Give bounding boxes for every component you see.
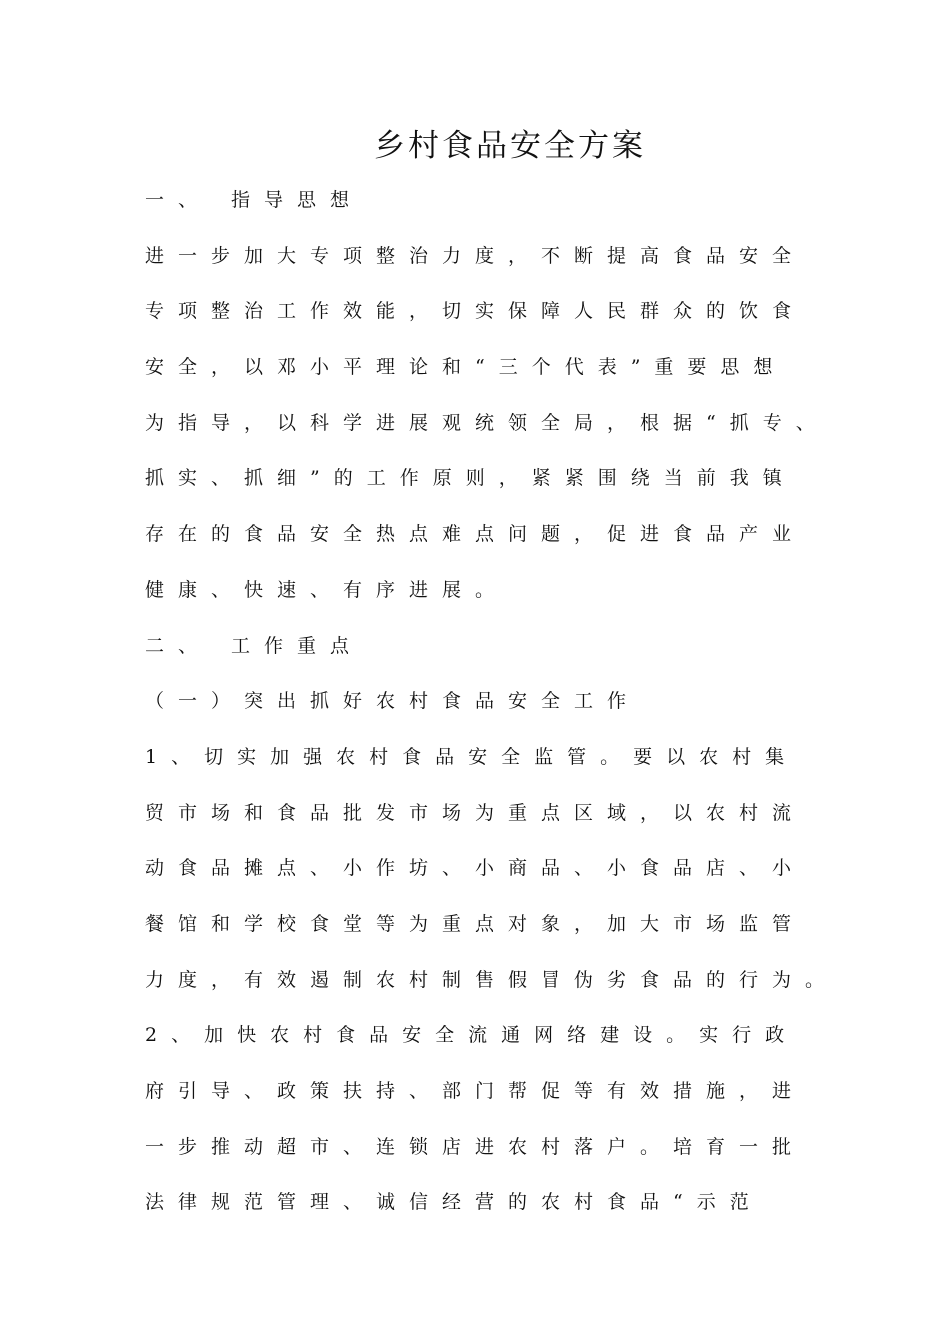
text-line: 一、 指导思想 (145, 189, 364, 211)
text-line: 为指导，以科学进展观统领全局，根据“抓专、 (145, 411, 829, 434)
document-title: 乡村食品安全方案 (374, 128, 646, 164)
text-line: 动食品摊点、小作坊、小商品、小食品店、小 (145, 857, 806, 880)
text-line: 一步推动超市、连锁店进农村落户。培育一批 (145, 1135, 806, 1158)
text-line: 2、加快农村食品安全流通网络建设。实行政 (145, 1024, 799, 1047)
text-line: 存在的食品安全热点难点问题，促进食品产业 (145, 523, 806, 546)
text-line: 贸市场和食品批发市场为重点区域，以农村流 (145, 801, 806, 824)
text-line: 安全，以邓小平理论和“三个代表”重要思想 (145, 356, 787, 379)
text-line: 健康、快速、有序进展。 (145, 578, 509, 601)
text-line: 二、 工作重点 (145, 634, 364, 657)
text-line: 1、切实加强农村食品安全监管。要以农村集 (145, 745, 799, 768)
text-line: 府引导、政策扶持、部门帮促等有效措施，进 (145, 1080, 806, 1102)
text-line: 力度，有效遏制农村制售假冒伪劣食品的行为。 (145, 968, 839, 991)
text-line: 进一步加大专项整治力度，不断提高食品安全 (145, 244, 806, 267)
text-line: 法律规范管理、诚信经营的农村食品“示范 (145, 1191, 763, 1214)
text-line: 抓实、抓细”的工作原则，紧紧围绕当前我镇 (145, 467, 796, 490)
text-line: 专项整治工作效能，切实保障人民群众的饮食 (145, 300, 806, 323)
text-line: （一）突出抓好农村食品安全工作 (145, 690, 641, 713)
text-line: 餐馆和学校食堂等为重点对象，加大市场监管 (145, 912, 806, 935)
document-body (145, 183, 865, 1241)
